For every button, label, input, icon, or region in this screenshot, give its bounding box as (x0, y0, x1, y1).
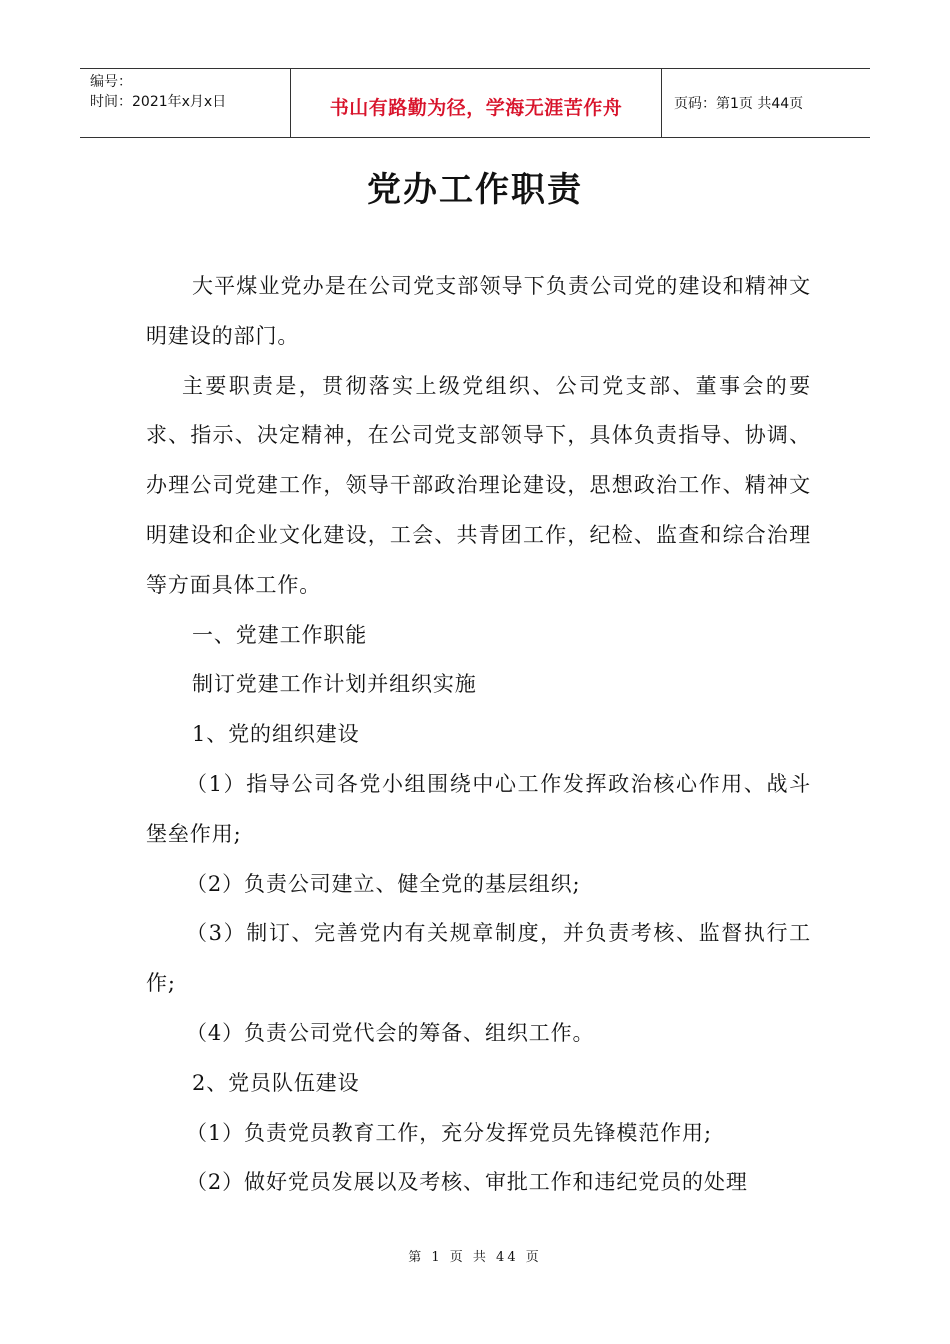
list-item: （3）制订、完善党内有关规章制度，并负责考核、监督执行工作; (146, 921, 811, 996)
paragraph-intro: 大平煤业党办是在公司党支部领导下负责公司党的建设和精神文明建设的部门。 (146, 274, 811, 348)
list-item: （1）指导公司各党小组围绕中心工作发挥政治核心作用、战斗堡垒作用; (146, 771, 811, 846)
paragraph-plan: 制订党建工作计划并组织实施 (192, 672, 477, 697)
document-title: 党办工作职责 (367, 170, 583, 210)
document-body (146, 262, 811, 1208)
subsection-heading: 1、党的组织建设 (192, 722, 360, 747)
header-meta (80, 69, 291, 137)
header-page-info: 页码：第1页 共44页 (674, 96, 804, 112)
list-item: （1）负责党员教育工作，充分发挥党员先锋模范作用; (186, 1120, 712, 1145)
motto-text: 书山有路勤为径，学海无涯苦作舟 (329, 96, 623, 119)
list-item: （2）负责公司建立、健全党的基层组织; (186, 871, 581, 896)
time-label: 时间：2021年x月x日 (90, 94, 227, 110)
list-item: （2）做好党员发展以及考核、审批工作和违纪党员的处理 (186, 1170, 748, 1195)
document-header (80, 68, 870, 138)
section-heading: 一、党建工作职能 (192, 622, 368, 647)
page-footer: 第 1 页 共 44 页 (408, 1250, 542, 1265)
list-item: （4）负责公司党代会的筹备、组织工作。 (186, 1020, 595, 1045)
header-motto-cell (291, 69, 662, 137)
number-label: 编号： (90, 74, 132, 90)
subsection-heading: 2、党员队伍建设 (192, 1070, 360, 1095)
paragraph-duties: 主要职责是，贯彻落实上级党组织、公司党支部、董事会的要求、指示、决定精神，在公司党支部领导下，具体负责指导、协调、办理公司党建工作，领导干部政治理论建设，思想政治工作、精神文明建设和企业文化建设，工会、共青团工作，纪检、监查和综合治理等方面具体工作。 (146, 373, 811, 597)
